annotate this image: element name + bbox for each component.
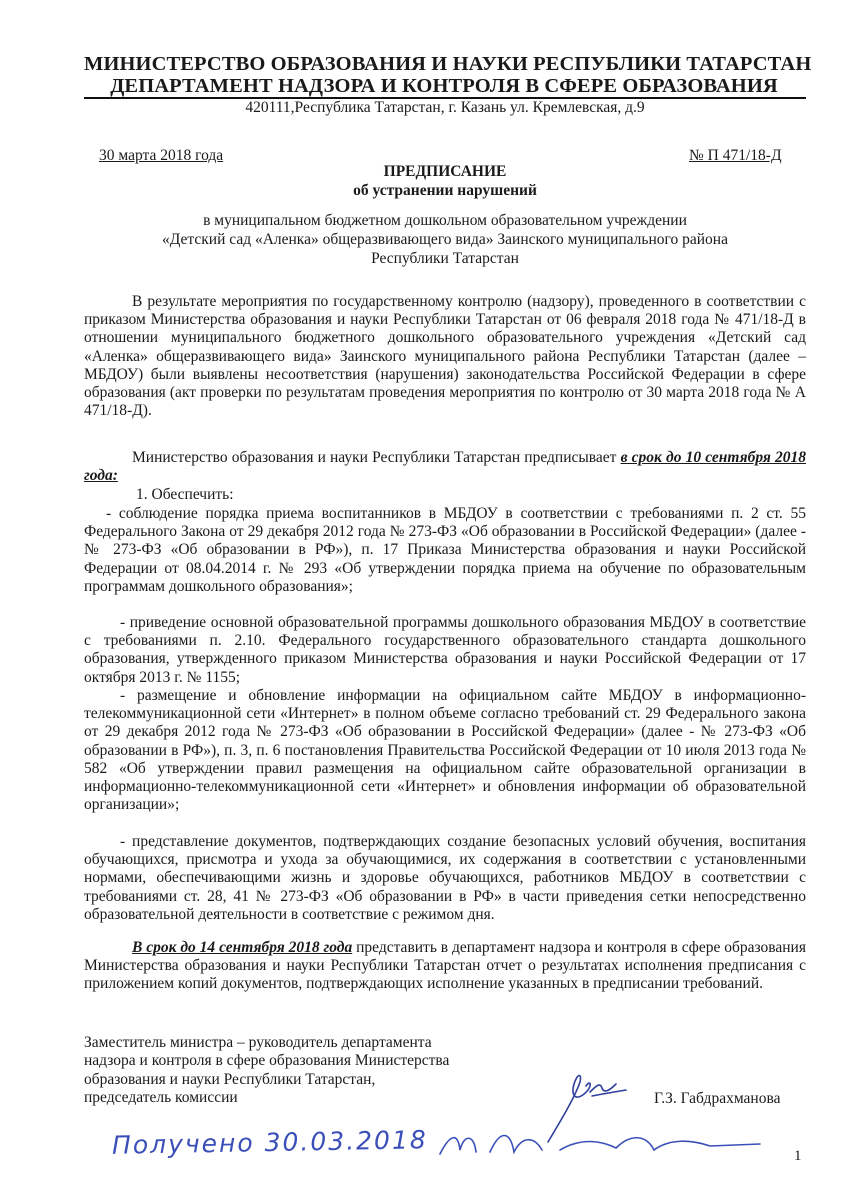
order-paragraph xyxy=(84,449,806,485)
received-handwritten-note: Получено 30.03.2018 xyxy=(111,1125,428,1160)
order-deadline: в срок до 10 сентября 2018 года: xyxy=(84,449,807,485)
signer-name: Г.З. Габдрахманова xyxy=(654,1090,781,1107)
intro-paragraph: В результате мероприятия по государственному контролю (надзору), проведенного в соответствии с приказом Министерства образования и науки Республики Татарстан от 06 февраля 2018 года № 471/18-Д в отношении муниципального бюджетного дошкольного образовательного учреждения «Детский сад «Аленка» общеразвивающего вида» Заинского муниципального района Республики Татарстан (далее – МБДОУ) были выявлены несоответствия (нарушения) законодательства Российской Федерации в сфере образования (акт проверки по результатам проведения мероприятия по контролю от 30 марта 2018 года № А 471/18-Д). xyxy=(84,293,806,420)
target-line-2: «Детский сад «Аленка» общеразвивающего вида» Заинского муниципального района xyxy=(162,231,728,248)
ministry-title: МИНИСТЕРСТВО ОБРАЗОВАНИЯ И НАУКИ РЕСПУБЛИКИ ТАТАРСТАН xyxy=(84,53,812,75)
signer-line: Заместитель министра – руководитель департамента xyxy=(84,1034,432,1051)
report-text: представить в департамент надзора и контроля в сфере образования Министерства образования и науки Республики Татарстан отчет о результатах исполнения предписания с приложением копий документов, подтверждающих исполнение указанных в предписании требований. xyxy=(84,939,806,993)
requirement-item: - представление документов, подтверждающих создание безопасных условий обучения, воспитания обучающихся, присмотра и ухода за обучающимися, их содержания в соответствии с установленными нормами, обеспечивающими жизнь и здоровье обучающихся, работников МБДОУ в соответствии с требованиями ст. 28, 41 № 273-ФЗ «Об образовании в РФ» в части приведения сетки непосредственно образовательной деятельности в соответствие с режимом дня. xyxy=(84,833,806,923)
target-line-1: в муниципальном бюджетном дошкольном образовательном учреждении xyxy=(203,212,687,229)
document-date: 30 марта 2018 года xyxy=(99,147,224,164)
order-text: Министерство образования и науки Республики Татарстан предписывает xyxy=(132,449,617,466)
requirement-item: - соблюдение порядка приема воспитанников в МБДОУ в соответствии с требованиями п. 2 ст. 55 Федерального Закона от 29 декабря 2012 года № 273-ФЗ «Об образовании в Российской Федерации» (далее - № 273-ФЗ «Об образовании в РФ»), п. 17 Приказа Министерства образования и науки Российской Федерации от 08.04.2014 г. № 293 «Об утверждении порядка приема на обучение по образовательным программам дошкольного образования»; xyxy=(84,505,806,595)
report-paragraph xyxy=(84,939,806,994)
handwritten-scribble xyxy=(430,1124,780,1164)
document-number: № П 471/18-Д xyxy=(689,147,782,164)
page-number: 1 xyxy=(794,1148,802,1164)
department-title: ДЕПАРТАМЕНТ НАДЗОРА И КОНТРОЛЯ В СФЕРЕ ОБРАЗОВАНИЯ xyxy=(110,75,778,97)
signer-line: надзора и контроля в сфере образования Министерства xyxy=(84,1052,450,1070)
signer-position xyxy=(84,1034,504,1107)
item-heading: 1. Обеспечить: xyxy=(136,486,234,503)
document-title: ПРЕДПИСАНИЕ xyxy=(383,163,507,180)
target-line-3: Республики Татарстан xyxy=(371,250,519,267)
requirement-item: - приведение основной образовательной программы дошкольного образования МБДОУ в соответствие с требованиями п. 2.10. Федерального государственного образовательного стандарта дошкольного образования, утвержденного приказом Министерства образования и науки Российской Федерации от 17 октября 2013 г. № 1155; xyxy=(84,614,806,686)
requirement-item: - размещение и обновление информации на официальном сайте МБДОУ в информационно-телекоммуникационной сети «Интернет» в полном объеме согласно требований ст. 29 Федерального закона от 29 декабря 2012 года № 273-ФЗ «Об образовании в Российской Федерации» (далее - № 273-ФЗ «Об образовании в РФ»), п. 3, п. 6 постановления Правительства Российской Федерации от 10 июля 2013 года № 582 «Об утверждении правил размещения на официальном сайте образовательной организации в информационно-телекоммуникационной сети «Интернет» и обновления информации об образовательной организации»; xyxy=(84,687,806,814)
signer-line: председатель комиссии xyxy=(84,1088,238,1106)
document-subtitle: об устранении нарушений xyxy=(353,182,537,199)
report-deadline: В срок до 14 сентября 2018 года xyxy=(132,939,353,956)
address: 420111,Республика Татарстан, г. Казань ул. Кремлевская, д.9 xyxy=(245,99,645,116)
signer-line: образования и науки Республики Татарстан, xyxy=(84,1070,376,1088)
